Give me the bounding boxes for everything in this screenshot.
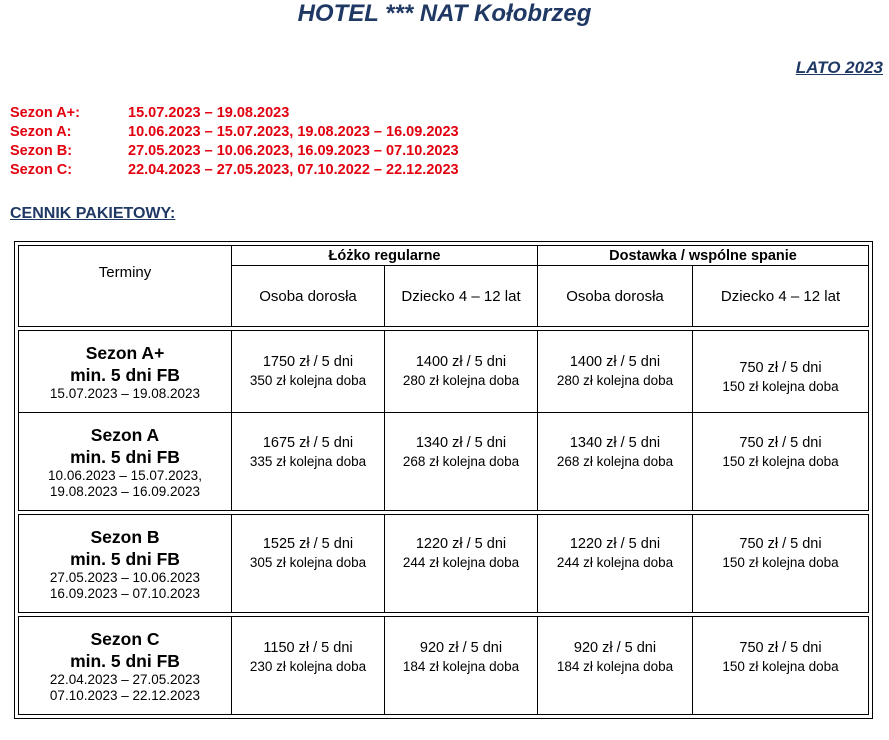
column-header: Dziecko 4 – 12 lat: [385, 266, 538, 327]
price-cell: [232, 617, 385, 715]
price-table-frame: [14, 241, 873, 719]
column-header: Osoba dorosła: [538, 266, 693, 327]
price-extra: 244 zł kolejna doba: [556, 555, 674, 570]
price-cell: [385, 515, 538, 613]
terminy-header: Terminy: [19, 246, 232, 327]
price-main: 1400 zł / 5 dni: [415, 354, 507, 370]
season-dates: 15.07.2023 – 19.08.2023: [128, 105, 290, 121]
term-cell: [19, 515, 232, 613]
price-extra: 268 zł kolejna doba: [556, 454, 674, 469]
price-extra: 150 zł kolejna doba: [722, 454, 839, 469]
price-main: 1220 zł / 5 dni: [569, 536, 661, 552]
price-extra: 150 zł kolejna doba: [722, 555, 839, 570]
group-header: Dostawka / wspólne spanie: [538, 246, 869, 266]
price-cell: [538, 331, 693, 413]
column-header: Dziecko 4 – 12 lat: [693, 266, 869, 327]
price-main: 750 zł / 5 dni: [739, 360, 822, 376]
term-cell: [19, 617, 232, 715]
price-cell: [538, 617, 693, 715]
price-cell: [693, 413, 869, 511]
section-title: CENNIK PAKIETOWY:: [10, 205, 176, 222]
price-main: 1400 zł / 5 dni: [569, 354, 661, 370]
price-extra: 350 zł kolejna doba: [249, 373, 367, 388]
season-name: Sezon B:: [10, 143, 73, 159]
season-name: Sezon A:: [10, 124, 72, 140]
price-extra: 150 zł kolejna doba: [722, 659, 839, 674]
term-min-stay: min. 5 dni FB: [70, 548, 180, 569]
price-main: 1525 zł / 5 dni: [262, 536, 354, 552]
season-name: Sezon C:: [10, 162, 73, 178]
term-name: Sezon A: [90, 424, 160, 445]
price-extra: 305 zł kolejna doba: [249, 555, 367, 570]
group-header: Łóżko regularne: [232, 246, 538, 266]
price-main: 1750 zł / 5 dni: [262, 354, 354, 370]
term-date: 16.09.2023 – 07.10.2023: [49, 585, 201, 601]
price-main: 1675 zł / 5 dni: [262, 435, 354, 451]
price-cell: [232, 515, 385, 613]
term-cell: [19, 331, 232, 413]
season-dates: 27.05.2023 – 10.06.2023, 16.09.2023 – 07.10.2023: [128, 143, 459, 159]
price-extra: 280 zł kolejna doba: [556, 373, 674, 388]
price-extra: 335 zł kolejna doba: [249, 454, 367, 469]
term-min-stay: min. 5 dni FB: [70, 364, 180, 385]
price-main: 750 zł / 5 dni: [739, 435, 822, 451]
price-cell: [385, 331, 538, 413]
price-main: 920 zł / 5 dni: [573, 640, 657, 656]
price-extra: 280 zł kolejna doba: [402, 373, 520, 388]
price-main: 750 zł / 5 dni: [739, 640, 822, 656]
season-dates: 22.04.2023 – 27.05.2023, 07.10.2022 – 22.12.2023: [128, 162, 459, 178]
term-name: Sezon C: [90, 628, 160, 649]
price-table: [18, 245, 869, 715]
term-date: 07.10.2023 – 22.12.2023: [49, 687, 201, 703]
table-row: [19, 331, 869, 413]
price-extra: 244 zł kolejna doba: [402, 555, 520, 570]
table-row: [19, 617, 869, 715]
term-date: 22.04.2023 – 27.05.2023: [49, 671, 201, 687]
season-dates-list: [10, 104, 459, 180]
price-extra: 150 zł kolejna doba: [722, 379, 839, 394]
season-name: Sezon A+:: [10, 105, 80, 121]
season-dates: 10.06.2023 – 15.07.2023, 19.08.2023 – 16.09.2023: [128, 124, 459, 140]
term-min-stay: min. 5 dni FB: [70, 446, 180, 467]
page-title: HOTEL *** NAT Kołobrzeg: [297, 0, 592, 27]
table-row: [19, 413, 869, 511]
price-cell: [538, 515, 693, 613]
season-line: [10, 161, 459, 180]
term-date: 15.07.2023 – 19.08.2023: [49, 385, 201, 401]
price-main: 920 zł / 5 dni: [419, 640, 503, 656]
price-cell: [385, 617, 538, 715]
season-line: [10, 123, 459, 142]
price-extra: 268 zł kolejna doba: [402, 454, 520, 469]
price-cell: [693, 515, 869, 613]
term-name: Sezon A+: [85, 342, 165, 363]
price-main: 1220 zł / 5 dni: [415, 536, 507, 552]
term-cell: [19, 413, 232, 511]
season-label: LATO 2023: [795, 58, 883, 77]
season-line: [10, 104, 459, 123]
table-row: [19, 515, 869, 613]
term-name: Sezon B: [90, 526, 160, 547]
term-min-stay: min. 5 dni FB: [70, 650, 180, 671]
price-cell: [538, 413, 693, 511]
term-date: 27.05.2023 – 10.06.2023: [49, 569, 201, 585]
price-main: 1340 zł / 5 dni: [415, 435, 507, 451]
term-date: 19.08.2023 – 16.09.2023: [49, 483, 201, 499]
price-cell: [693, 617, 869, 715]
price-main: 750 zł / 5 dni: [739, 536, 822, 552]
price-main: 1150 zł / 5 dni: [263, 640, 353, 656]
price-extra: 230 zł kolejna doba: [249, 659, 367, 674]
price-extra: 184 zł kolejna doba: [402, 659, 520, 674]
price-extra: 184 zł kolejna doba: [556, 659, 674, 674]
price-cell: [693, 331, 869, 413]
term-date: 10.06.2023 – 15.07.2023,: [48, 467, 202, 483]
price-cell: [232, 413, 385, 511]
price-main: 1340 zł / 5 dni: [569, 435, 661, 451]
column-header: Osoba dorosła: [232, 266, 385, 327]
price-cell: [385, 413, 538, 511]
price-cell: [232, 331, 385, 413]
season-line: [10, 142, 459, 161]
